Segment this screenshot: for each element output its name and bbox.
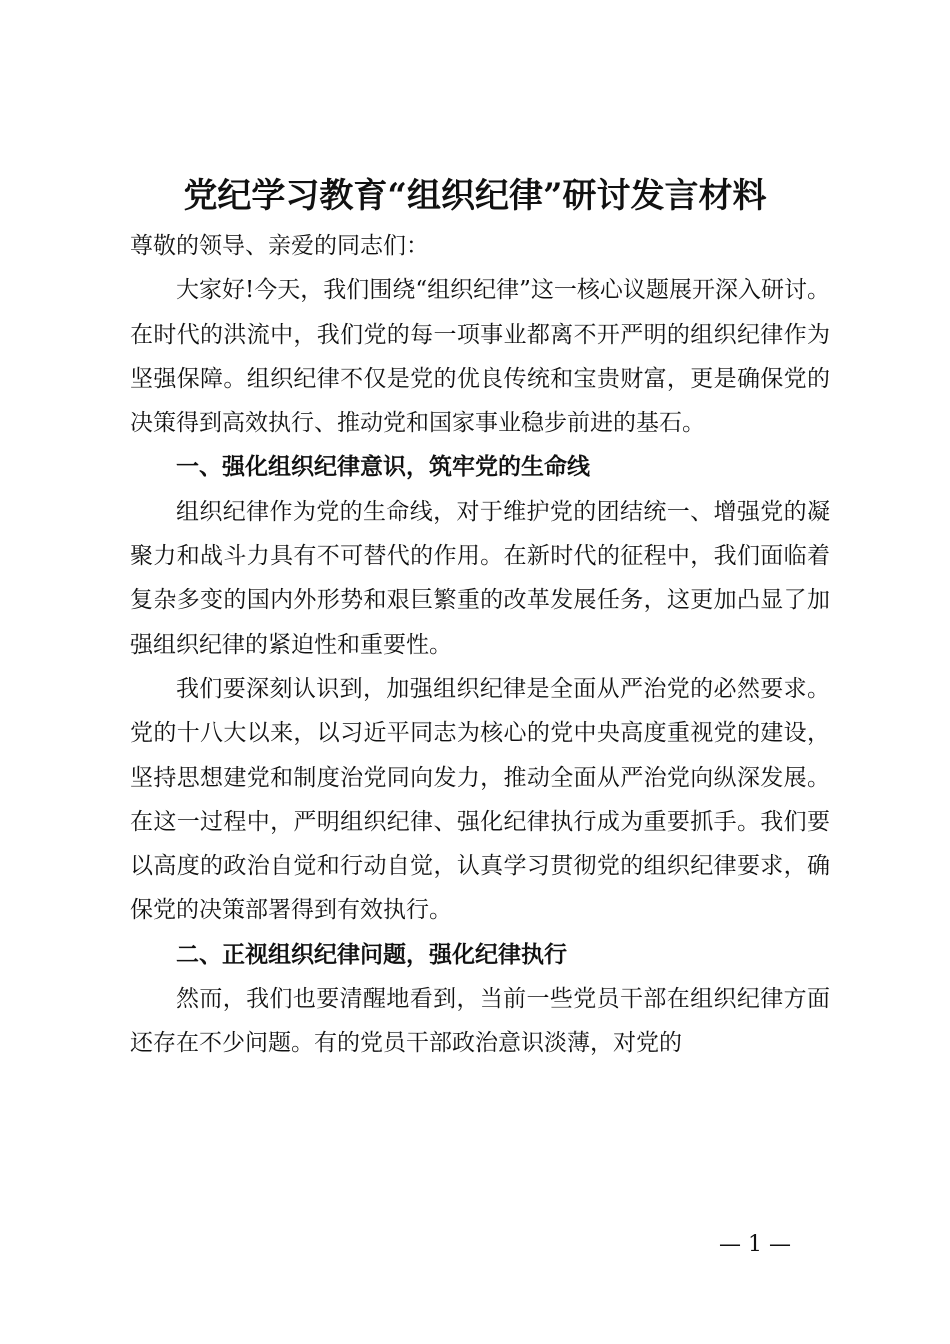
section-1-paragraph-1: 组织纪律作为党的生命线，对于维护党的团结统一、增强党的凝聚力和战斗力具有不可替代的作用。在新时代的征程中，我们面临着复杂多变的国内外形势和艰巨繁重的改革发展任务，这更加凸显了加强组织纪律的紧迫性和重要性。 — [130, 498, 830, 658]
section-1-paragraph-2: 我们要深刻认识到，加强组织纪律是全面从严治党的必然要求。党的十八大以来，以习近平同志为核心的党中央高度重视党的建设，坚持思想建党和制度治党同向发力，推动全面从严治党向纵深发展。在这一过程中，严明组织纪律、强化纪律执行成为重要抓手。我们要以高度的政治自觉和行动自觉，认真学习贯彻党的组织纪律要求，确保党的决策部署得到有效执行。 — [130, 675, 830, 924]
intro-paragraph: 大家好!今天，我们围绕“组织纪律”这一核心议题展开深入研讨。在时代的洪流中，我们党的每一项事业都离不开严明的组织纪律作为坚强保障。组织纪律不仅是党的优良传统和宝贵财富，更是确保党的决策得到高效执行、推动党和国家事业稳步前进的基石。 — [130, 277, 830, 437]
document-body — [130, 224, 830, 1066]
page-number: — 1 — — [719, 1232, 791, 1257]
section-heading-1: 一、强化组织纪律意识，筑牢党的生命线 — [176, 454, 590, 481]
salutation: 尊敬的领导、亲爱的同志们： — [130, 233, 429, 259]
section-heading-2: 二、正视组织纪律问题，强化纪律执行 — [176, 941, 567, 968]
document-title: 党纪学习教育“组织纪律”研讨发言材料 — [183, 176, 767, 216]
section-2-paragraph-1: 然而，我们也要清醒地看到，当前一些党员干部在组织纪律方面还存在不少问题。有的党员干部政治意识淡薄，对党的 — [130, 986, 830, 1057]
